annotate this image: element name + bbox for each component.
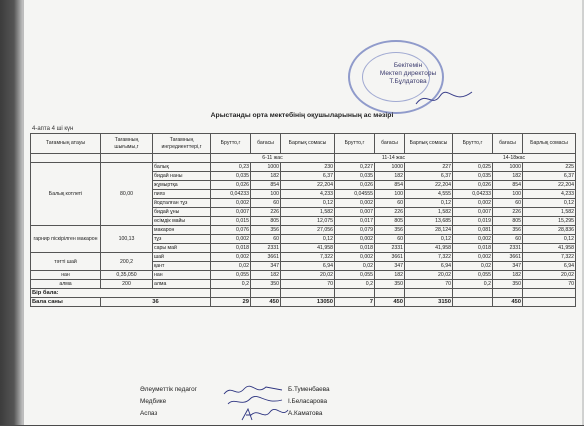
header-cell: Барлық сомасы (405, 134, 453, 154)
document-title: Арыстанды орта мектебінің оқушыларының ас мәзірі (210, 112, 394, 119)
cook-signature (238, 406, 290, 424)
value-cell: 100 (251, 190, 281, 199)
value-cell: 60 (493, 199, 523, 208)
value-cell: 0,018 (211, 244, 251, 253)
value-cell: 0,081 (453, 226, 493, 235)
value-cell: 0,2 (335, 280, 375, 289)
value-cell: 0,026 (453, 181, 493, 190)
count-cell: 450 (493, 298, 523, 307)
empty-cell (523, 289, 576, 298)
signature-role: Әлеуметтік педагог (140, 386, 197, 393)
value-cell: 0,002 (335, 199, 375, 208)
value-cell: 3661 (375, 253, 405, 262)
value-cell: 22,204 (281, 181, 335, 190)
value-cell: 0,227 (335, 163, 375, 172)
ingredient-name: макарон (153, 226, 211, 235)
header-cell: Тағамның ингредиенттері,г (153, 134, 211, 154)
count-cell: 3150 (405, 298, 453, 307)
value-cell: 2331 (375, 244, 405, 253)
value-cell: 226 (251, 208, 281, 217)
value-cell: 805 (251, 217, 281, 226)
dish-name: Балық котлеті (31, 163, 101, 226)
count-cell: 450 (375, 298, 405, 307)
value-cell: 60 (375, 199, 405, 208)
value-cell: 0,12 (523, 235, 576, 244)
table-row (31, 271, 576, 280)
header-row (31, 134, 576, 154)
table-row (31, 163, 576, 172)
header-cell: Тағамның шығымы,г (101, 134, 153, 154)
dish-yield: 200,2 (101, 253, 153, 271)
value-cell: 1000 (375, 163, 405, 172)
empty-cell (405, 289, 453, 298)
value-cell: 6,37 (281, 172, 335, 181)
value-cell: 0,035 (453, 172, 493, 181)
value-cell: 854 (493, 181, 523, 190)
value-cell: 7,322 (523, 253, 576, 262)
approval-block (358, 62, 458, 86)
value-cell: 1,582 (281, 208, 335, 217)
age-group-row (31, 154, 576, 163)
value-cell: 0,015 (211, 217, 251, 226)
dish-yield: 100,13 (101, 226, 153, 253)
value-cell: 225 (523, 163, 576, 172)
total-row (31, 289, 576, 298)
ingredient-name: бидай наны (153, 172, 211, 181)
value-cell: 0,002 (211, 253, 251, 262)
value-cell: 4,555 (405, 190, 453, 199)
value-cell: 0,076 (211, 226, 251, 235)
age-group-cell: 6-11 жас (211, 154, 335, 163)
value-cell: 3661 (493, 253, 523, 262)
value-cell: 0,025 (453, 163, 493, 172)
menu-table (30, 133, 576, 307)
ingredient-name: өсімдік майы (153, 217, 211, 226)
value-cell: 805 (375, 217, 405, 226)
value-cell: 0,02 (211, 262, 251, 271)
value-cell: 347 (375, 262, 405, 271)
value-cell: 41,958 (281, 244, 335, 253)
value-cell: 0,002 (211, 199, 251, 208)
empty-cell (251, 289, 281, 298)
signature-line (140, 386, 197, 396)
value-cell: 854 (251, 181, 281, 190)
ingredient-name: жұмыртқа (153, 181, 211, 190)
value-cell: 182 (493, 172, 523, 181)
header-cell: Барлық сомасы (523, 134, 576, 154)
value-cell: 0,007 (335, 208, 375, 217)
header-cell: Барлық сомасы (281, 134, 335, 154)
count-row (31, 298, 576, 307)
value-cell: 0,079 (335, 226, 375, 235)
value-cell: 0,04555 (335, 190, 375, 199)
value-cell: 0,12 (405, 199, 453, 208)
value-cell: 12,075 (281, 217, 335, 226)
value-cell: 20,02 (405, 271, 453, 280)
document-date: 4-апта 4 ші күн (32, 126, 74, 132)
dish-yield: 80,00 (101, 163, 153, 226)
value-cell: 20,02 (281, 271, 335, 280)
signature-role: Аспаз (140, 410, 158, 417)
value-cell: 100 (375, 190, 405, 199)
signature-name: І.Беласарова (288, 398, 328, 405)
header-cell: Брутто,г (453, 134, 493, 154)
value-cell: 6,37 (523, 172, 576, 181)
value-cell: 1,582 (523, 208, 576, 217)
header-cell: бағасы (493, 134, 523, 154)
value-cell: 0,055 (211, 271, 251, 280)
value-cell: 41,958 (523, 244, 576, 253)
signatures-block (140, 386, 520, 426)
ingredient-name: шай (153, 253, 211, 262)
value-cell: 7,322 (405, 253, 453, 262)
empty-cell (375, 289, 405, 298)
value-cell: 0,055 (335, 271, 375, 280)
value-cell: 3661 (251, 253, 281, 262)
value-cell: 0,12 (405, 235, 453, 244)
header-cell: Брутто,г (335, 134, 375, 154)
empty-cell (335, 289, 375, 298)
table-row (31, 226, 576, 235)
value-cell: 0,12 (281, 199, 335, 208)
value-cell: 6,37 (405, 172, 453, 181)
count-cell (523, 298, 576, 307)
header-cell: Брутто,г (211, 134, 251, 154)
ingredient-name: нан (153, 271, 211, 280)
value-cell: 20,02 (523, 271, 576, 280)
count-cell: 29 (211, 298, 251, 307)
ingredient-name: қант (153, 262, 211, 271)
dish-yield: 200 (101, 280, 153, 289)
page-edge (22, 0, 24, 425)
value-cell: 0,2 (453, 280, 493, 289)
signature-role: Медбике (140, 398, 167, 405)
value-cell: 350 (251, 280, 281, 289)
value-cell: 0,002 (335, 253, 375, 262)
dish-name: нан (31, 271, 101, 280)
value-cell: 13,685 (405, 217, 453, 226)
value-cell: 0,23 (211, 163, 251, 172)
value-cell: 22,204 (523, 181, 576, 190)
dish-yield: 0,35,050 (101, 271, 153, 280)
count-cell (453, 298, 493, 307)
value-cell: 230 (281, 163, 335, 172)
value-cell: 182 (251, 172, 281, 181)
ingredient-name: йодталған тұз (153, 199, 211, 208)
value-cell: 15,295 (523, 217, 576, 226)
value-cell: 28,124 (405, 226, 453, 235)
value-cell: 0,035 (335, 172, 375, 181)
ingredient-name: пияз (153, 190, 211, 199)
empty-cell (453, 289, 493, 298)
value-cell: 0,017 (335, 217, 375, 226)
value-cell: 0,02 (453, 262, 493, 271)
value-cell: 70 (523, 280, 576, 289)
value-cell: 1000 (251, 163, 281, 172)
value-cell: 0,002 (453, 253, 493, 262)
count-cell: 13050 (281, 298, 335, 307)
value-cell: 182 (375, 271, 405, 280)
total-label: Бір бала: (31, 289, 211, 298)
value-cell: 0,04233 (211, 190, 251, 199)
value-cell: 70 (281, 280, 335, 289)
empty-cell (493, 289, 523, 298)
count-cell: 7 (335, 298, 375, 307)
value-cell: 854 (375, 181, 405, 190)
value-cell: 226 (493, 208, 523, 217)
value-cell: 0,12 (281, 235, 335, 244)
value-cell: 356 (251, 226, 281, 235)
ingredient-name: бидай ұны (153, 208, 211, 217)
signature-line (140, 410, 157, 420)
value-cell: 0,035 (211, 172, 251, 181)
value-cell: 0,026 (211, 181, 251, 190)
signature-name: А.Каматова (288, 410, 323, 417)
value-cell: 22,204 (405, 181, 453, 190)
value-cell: 4,233 (523, 190, 576, 199)
value-cell: 350 (493, 280, 523, 289)
value-cell: 0,002 (453, 199, 493, 208)
value-cell: 0,007 (211, 208, 251, 217)
age-group-cell: 11-14 жас (335, 154, 453, 163)
value-cell: 6,94 (281, 262, 335, 271)
value-cell: 60 (375, 235, 405, 244)
value-cell: 0,02 (335, 262, 375, 271)
dish-name: гарнир піскірілген макарон (31, 226, 101, 253)
signature-line (140, 398, 166, 408)
count-label: Бала саны (31, 298, 101, 307)
value-cell: 0,002 (211, 235, 251, 244)
value-cell: 182 (375, 172, 405, 181)
approval-line-1: Бекітемін (393, 62, 423, 69)
value-cell: 347 (493, 262, 523, 271)
value-cell: 100 (493, 190, 523, 199)
header-cell: бағасы (251, 134, 281, 154)
value-cell: 0,019 (453, 217, 493, 226)
approval-line-3: Т.Бұлдатова (389, 78, 427, 85)
value-cell: 41,958 (405, 244, 453, 253)
age-group-cell: 14-18жас (453, 154, 576, 163)
value-cell: 6,94 (405, 262, 453, 271)
ingredient-name: сары май (153, 244, 211, 253)
value-cell: 0,2 (211, 280, 251, 289)
approval-line-2: Мектеп директоры (379, 70, 437, 77)
value-cell: 227 (405, 163, 453, 172)
value-cell: 226 (375, 208, 405, 217)
value-cell: 0,026 (335, 181, 375, 190)
value-cell: 182 (493, 271, 523, 280)
ingredient-name: балық (153, 163, 211, 172)
value-cell: 182 (251, 271, 281, 280)
value-cell: 1,582 (405, 208, 453, 217)
value-cell: 356 (375, 226, 405, 235)
value-cell: 7,322 (281, 253, 335, 262)
value-cell: 0,04233 (453, 190, 493, 199)
director-signature (414, 88, 474, 110)
document-page (22, 0, 582, 425)
value-cell: 2331 (251, 244, 281, 253)
value-cell: 0,018 (453, 244, 493, 253)
ingredient-name: алма (153, 280, 211, 289)
dish-name: алма (31, 280, 101, 289)
count-cell: 450 (251, 298, 281, 307)
header-cell: Тағамның атауы (31, 134, 101, 154)
value-cell: 60 (493, 235, 523, 244)
value-cell: 1000 (493, 163, 523, 172)
value-cell: 60 (251, 235, 281, 244)
value-cell: 60 (251, 199, 281, 208)
value-cell: 0,002 (335, 235, 375, 244)
value-cell: 0,055 (453, 271, 493, 280)
empty-cell (281, 289, 335, 298)
value-cell: 4,233 (281, 190, 335, 199)
value-cell: 2331 (493, 244, 523, 253)
count-value: 36 (101, 298, 211, 307)
signature-name: Б.Туменбаева (288, 386, 330, 393)
value-cell: 70 (405, 280, 453, 289)
value-cell: 356 (493, 226, 523, 235)
table-row (31, 280, 576, 289)
value-cell: 347 (251, 262, 281, 271)
value-cell: 0,007 (453, 208, 493, 217)
value-cell: 805 (493, 217, 523, 226)
value-cell: 0,12 (523, 199, 576, 208)
header-cell: бағасы (375, 134, 405, 154)
value-cell: 350 (375, 280, 405, 289)
value-cell: 6,94 (523, 262, 576, 271)
empty-cell (211, 289, 251, 298)
value-cell: 28,836 (523, 226, 576, 235)
value-cell: 27,056 (281, 226, 335, 235)
value-cell: 0,018 (335, 244, 375, 253)
dish-name: тәтті шай (31, 253, 101, 271)
value-cell: 0,002 (453, 235, 493, 244)
ingredient-name: тұз (153, 235, 211, 244)
table-row (31, 253, 576, 262)
